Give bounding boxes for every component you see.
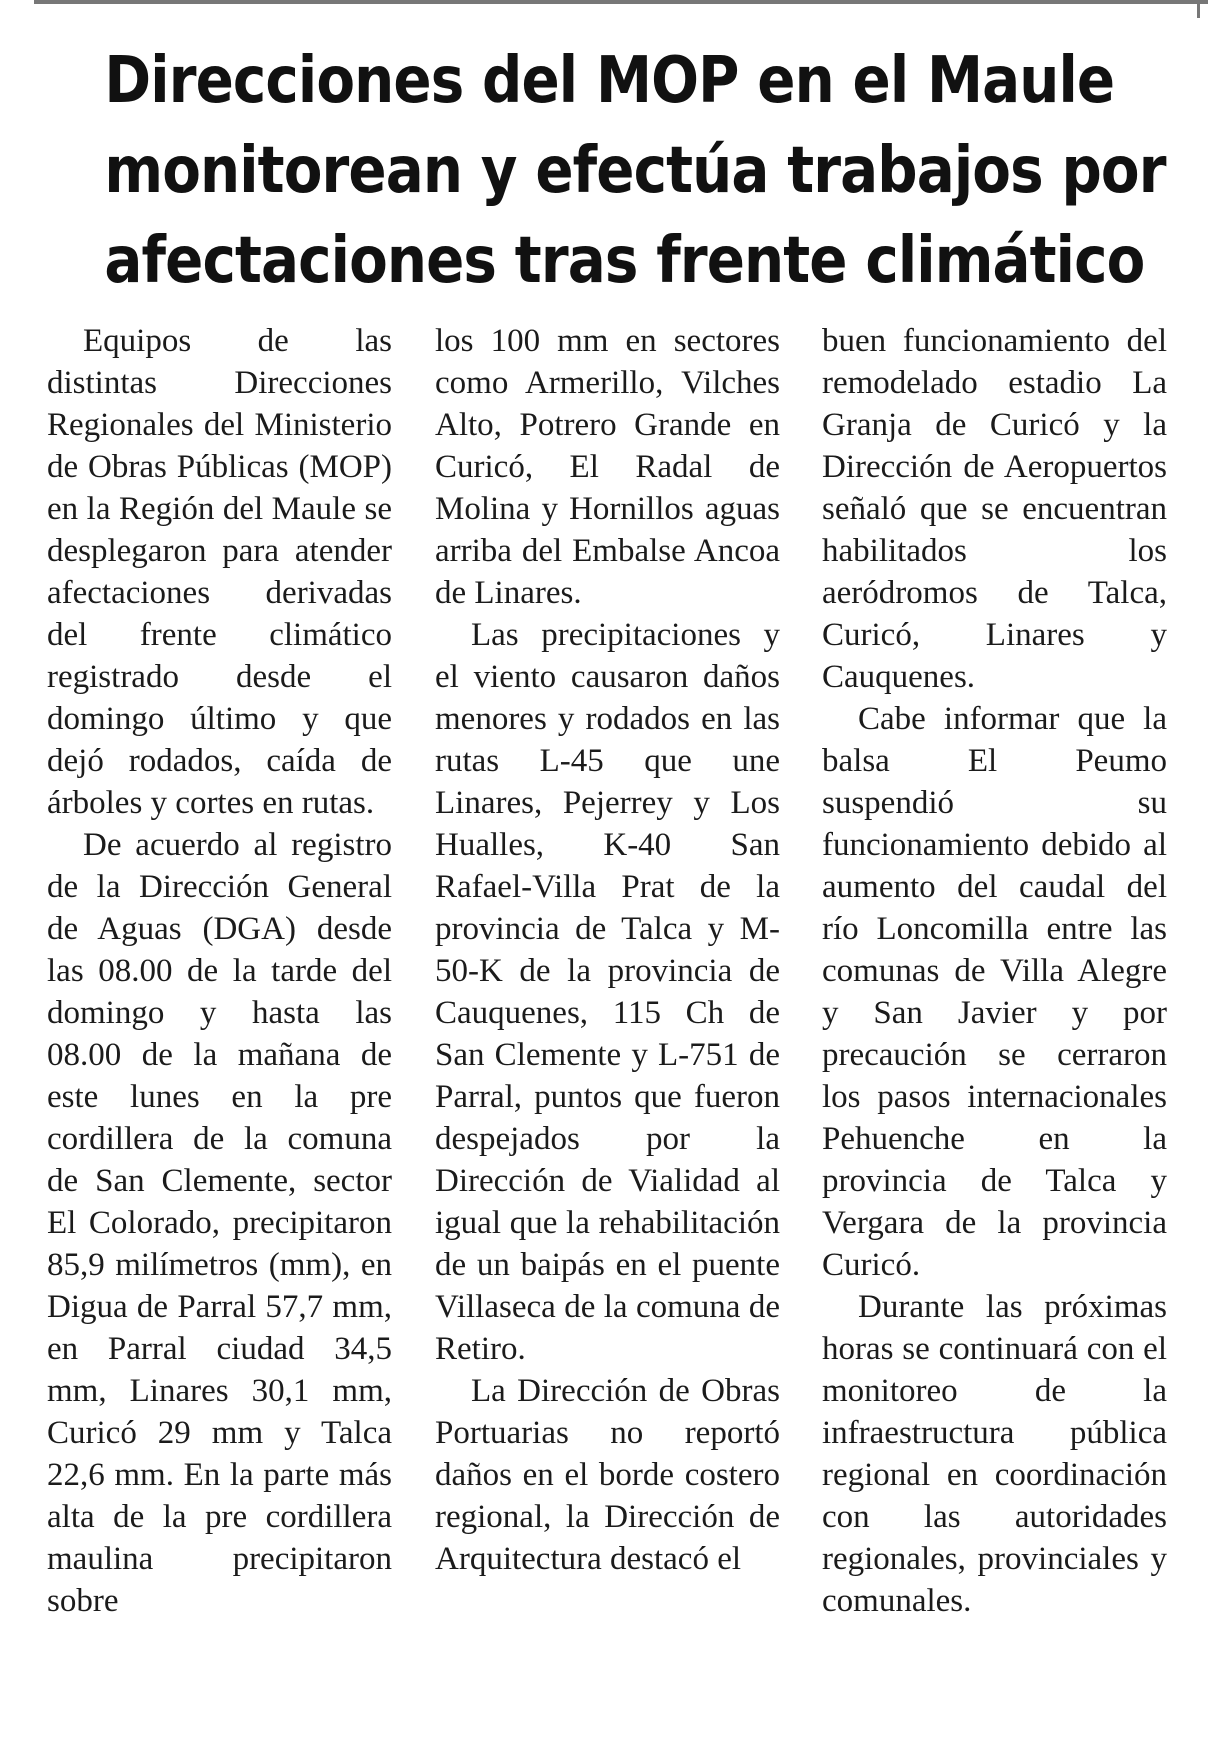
paragraph: La Dirección de Obras Portuarias no reportó daños en el borde costero regional, la Dirección de Arquitectura destacó el xyxy=(435,1373,780,1577)
headline-line: monitorean y efectúa trabajos por xyxy=(104,134,1166,208)
paragraph: De acuerdo al registro de la Dirección General de Aguas (DGA) desde las 08.00 de la tarde del domingo y hasta las 08.00 de la mañana de este lunes en la pre cordillera de la comuna de San Clemente, sector El Colorado, precipitaron 85,9 milímetros (mm), en Digua de Parral 57,7 mm, en Parral ciudad 34,5 mm, Linares 30,1 mm, Curicó 29 mm y Talca 22,6 mm. En la parte más alta de la pre cordillera maulina precipitaron sobre xyxy=(47,827,392,1619)
article-column-2 xyxy=(435,320,780,1580)
top-rule xyxy=(34,0,1208,4)
paragraph: Durante las próximas horas se continuará con el monitoreo de la infraestructura pública regional en coordinación con las autoridades regionales, provinciales y comunales. xyxy=(822,1289,1167,1619)
paragraph: Equipos de las distintas Direcciones Regionales del Ministerio de Obras Públicas (MOP) en la Región del Maule se desplegaron para atender afectaciones derivadas del frente climático registrado desde el domingo último y que dejó rodados, caída de árboles y cortes en rutas. xyxy=(47,323,392,821)
paragraph: Las precipitaciones y el viento causaron daños menores y rodados en las rutas L-45 que une Linares, Pejerrey y Los Hualles, K-40 San Rafael-Villa Prat de la provincia de Talca y M-50-K de la provincia de Cauquenes, 115 Ch de San Clemente y L-751 de Parral, puntos que fueron despejados por la Dirección de Vialidad al igual que la rehabilitación de un baipás en el puente Villaseca de la comuna de Retiro. xyxy=(435,617,780,1367)
article-column-1 xyxy=(47,320,392,1622)
headline-line: afectaciones tras frente climático xyxy=(104,224,1145,298)
headline xyxy=(104,36,1166,306)
paragraph-continued: buen funcionamiento del remodelado estadio La Granja de Curicó y la Dirección de Aeropuertos señaló que se encuentran habilitados los aeródromos de Talca, Curicó, Linares y Cauquenes. xyxy=(822,323,1167,695)
article-column-3 xyxy=(822,320,1167,1622)
paragraph-continued: los 100 mm en sectores como Armerillo, Vilches Alto, Potrero Grande en Curicó, El Radal de Molina y Hornillos aguas arriba del Embalse Ancoa de Linares. xyxy=(435,323,780,611)
paragraph: Cabe informar que la balsa El Peumo suspendió su funcionamiento debido al aumento del caudal del río Loncomilla entre las comunas de Villa Alegre y San Javier y por precaución se cerraron los pasos internacionales Pehuenche en la provincia de Talca y Vergara de la provincia Curicó. xyxy=(822,701,1167,1283)
headline-line: Direcciones del MOP en el Maule xyxy=(104,44,1115,118)
top-rule-end xyxy=(1197,0,1200,18)
